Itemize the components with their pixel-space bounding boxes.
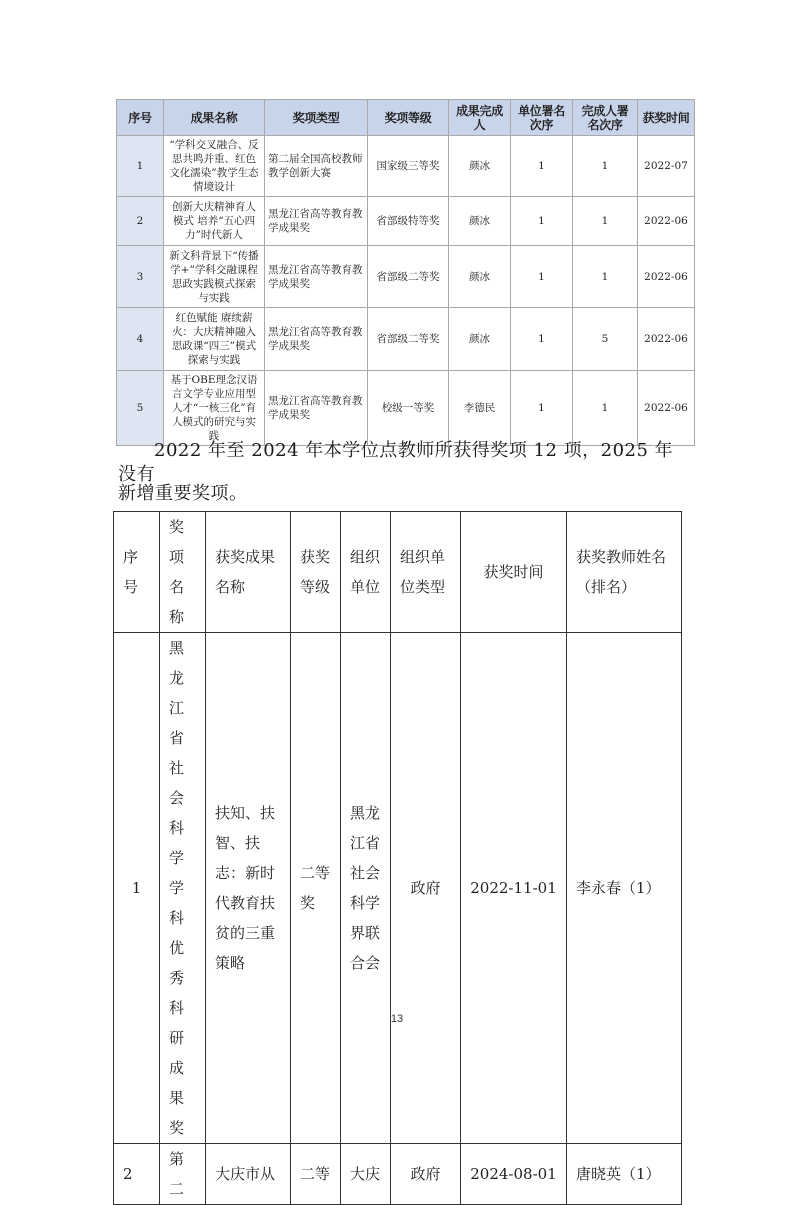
award-level: 二等 [291, 1144, 341, 1205]
award-time: 2022-06 [638, 246, 695, 308]
header-cell: 获奖时间 [638, 100, 695, 136]
teacher-name: 唐晓英（1） [567, 1144, 682, 1205]
unit-order: 1 [511, 371, 573, 446]
award-type: 黑龙江省高等教育教学成果奖 [265, 371, 368, 446]
award-type: 黑龙江省高等教育教学成果奖 [265, 308, 368, 371]
row-number: 4 [117, 308, 164, 371]
person-order: 5 [573, 308, 638, 371]
organizer-type: 政府 [391, 1144, 461, 1205]
person-order: 1 [573, 136, 638, 197]
row-number: 3 [117, 246, 164, 308]
table-row [114, 633, 682, 1144]
award-level: 省部级特等奖 [368, 197, 449, 246]
completer: 颜冰 [449, 308, 511, 371]
row-number: 1 [114, 633, 160, 1144]
table-row [117, 246, 695, 308]
header-cell: 奖项类型 [265, 100, 368, 136]
result-name: 新文科背景下“传播学+”学科交融课程思政实践模式探索与实践 [164, 246, 265, 308]
unit-order: 1 [511, 197, 573, 246]
awards-table-research [113, 511, 682, 1205]
header-cell: 组织单位类型 [391, 512, 461, 633]
row-number: 2 [114, 1144, 160, 1205]
result-name: “学科交叉融合、反思共鸣并重、红色文化濡染”教学生态情境设计 [164, 136, 265, 197]
header-cell: 组织单位 [341, 512, 391, 633]
summary-paragraph-line2: 新增重要奖项。 [118, 483, 248, 504]
award-type: 第二届全国高校教师教学创新大赛 [265, 136, 368, 197]
result-name: 大庆市从 [206, 1144, 291, 1205]
row-number: 5 [117, 371, 164, 446]
unit-order: 1 [511, 246, 573, 308]
completer: 颜冰 [449, 197, 511, 246]
unit-order: 1 [511, 136, 573, 197]
header-cell: 奖项名称 [160, 512, 206, 633]
header-cell: 序号 [117, 100, 164, 136]
table-header-row [114, 512, 682, 633]
award-level: 二等奖 [291, 633, 341, 1144]
table-row [117, 197, 695, 246]
table-header-row [117, 100, 695, 136]
result-name: 红色赋能 赓续薪火：大庆精神融入思政课“四三”模式探索与实践 [164, 308, 265, 371]
header-cell: 单位署名次序 [511, 100, 573, 136]
table-row [117, 136, 695, 197]
header-cell: 获奖成果名称 [206, 512, 291, 633]
award-time: 2022-06 [638, 197, 695, 246]
award-type: 黑龙江省高等教育教学成果奖 [265, 197, 368, 246]
header-cell: 获奖等级 [291, 512, 341, 633]
result-name: 基于OBE理念汉语言文学专业应用型人才“一核三化”育人模式的研究与实践 [164, 371, 265, 446]
completer: 李德民 [449, 371, 511, 446]
award-name: 第二 [160, 1144, 206, 1205]
header-cell: 成果完成人 [449, 100, 511, 136]
row-number: 2 [117, 197, 164, 246]
organizer-type: 政府 [391, 633, 461, 1144]
result-name: 扶知、扶智、扶志：新时代教育扶贫的三重策略 [206, 633, 291, 1144]
page-number: 13 [390, 1013, 404, 1025]
award-level: 省部级二等奖 [368, 246, 449, 308]
header-cell: 奖项等级 [368, 100, 449, 136]
teacher-name: 李永春（1） [567, 633, 682, 1144]
table-row [117, 371, 695, 446]
table-row [117, 308, 695, 371]
header-cell: 完成人署名次序 [573, 100, 638, 136]
completer: 颜冰 [449, 136, 511, 197]
award-level: 国家级三等奖 [368, 136, 449, 197]
organizer: 黑龙江省社会科学界联合会 [341, 633, 391, 1144]
award-time: 2024-08-01 [461, 1144, 567, 1205]
header-cell: 序号 [114, 512, 160, 633]
award-level: 校级一等奖 [368, 371, 449, 446]
award-time: 2022-06 [638, 308, 695, 371]
result-name: 创新大庆精神育人模式 培养“五心四力”时代新人 [164, 197, 265, 246]
award-level: 省部级二等奖 [368, 308, 449, 371]
header-cell: 获奖时间 [461, 512, 567, 633]
awards-table-teaching [116, 99, 695, 446]
person-order: 1 [573, 246, 638, 308]
header-cell: 获奖教师姓名（排名） [567, 512, 682, 633]
person-order: 1 [573, 197, 638, 246]
summary-paragraph-line1: 2022 年至 2024 年本学位点教师所获得奖项 12 项，2025 年没有 [118, 440, 674, 485]
unit-order: 1 [511, 308, 573, 371]
table-row [114, 1144, 682, 1205]
award-time: 2022-07 [638, 136, 695, 197]
award-name: 黑龙江省社会科学学科优秀科研成果奖 [160, 633, 206, 1144]
award-time: 2022-11-01 [461, 633, 567, 1144]
award-time: 2022-06 [638, 371, 695, 446]
award-type: 黑龙江省高等教育教学成果奖 [265, 246, 368, 308]
row-number: 1 [117, 136, 164, 197]
person-order: 1 [573, 371, 638, 446]
completer: 颜冰 [449, 246, 511, 308]
header-cell: 成果名称 [164, 100, 265, 136]
organizer: 大庆 [341, 1144, 391, 1205]
